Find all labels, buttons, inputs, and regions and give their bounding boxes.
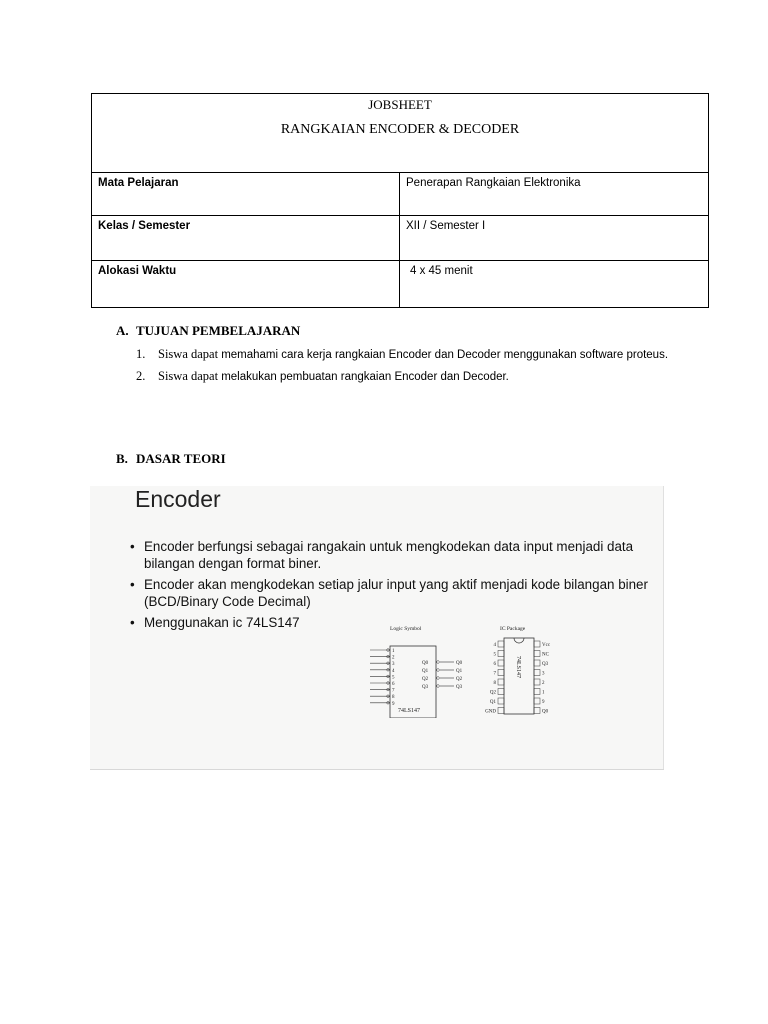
package-pin [534, 689, 540, 695]
section-b-title: DASAR TEORI [136, 451, 226, 466]
package-pin [534, 670, 540, 676]
package-pin [534, 708, 540, 714]
logic-output-label: Q1 [422, 669, 429, 674]
package-right-pin-label: 1 [542, 690, 545, 696]
list-item [136, 345, 696, 365]
list-item [136, 367, 696, 387]
logic-output-bubble [437, 685, 440, 688]
section-b-letter: B. [116, 451, 128, 466]
package-right-pin-label: 3 [542, 671, 545, 677]
section-a-letter: A. [116, 323, 129, 338]
logic-outputs [422, 661, 463, 690]
package-pin [498, 651, 504, 657]
package-pin [498, 660, 504, 666]
logic-chip-name: 74LS147 [398, 708, 421, 714]
logic-input-label: 8 [392, 695, 395, 701]
package-left-pin-label: 5 [493, 652, 496, 658]
logic-output-name: Q0 [456, 661, 463, 666]
section-a-title: TUJUAN PEMBELAJARAN [136, 323, 301, 338]
logic-output-label: Q3 [422, 685, 429, 690]
package-left-pin-label: 8 [493, 681, 496, 686]
package-pin [534, 660, 540, 666]
list-lead: Siswa dapat [158, 369, 222, 383]
list-text: melakukan pembuatan rangkaian Encoder dan Decoder. [221, 371, 509, 383]
package-right-pin-label: NC [542, 652, 549, 658]
title-cell [92, 94, 709, 173]
list-number: 1. [136, 347, 146, 361]
header-table [91, 93, 709, 308]
package-left-pin-label: Q2 [489, 690, 496, 696]
package-notch [514, 638, 524, 643]
list-text: memahami cara kerja rangkaian Encoder dan Decoder menggunakan software proteus. [221, 349, 669, 361]
logic-output-bubble [437, 677, 440, 680]
package-pin [498, 698, 504, 704]
logic-symbol-label: Logic Symbol [390, 626, 422, 632]
row-label-class: Kelas / Semester [92, 216, 400, 261]
package-left-pin-label: Q1 [489, 700, 496, 705]
package-right-pin-label: Q3 [542, 662, 549, 667]
package-left-pins [485, 641, 504, 715]
list-number: 2. [136, 369, 146, 383]
slide-bullets [130, 538, 650, 635]
logic-inputs [370, 649, 395, 707]
package-left-pin-label: 6 [493, 662, 496, 667]
list-lead: Siswa dapat [158, 347, 222, 361]
objectives-list [136, 345, 696, 387]
package-pin [498, 670, 504, 676]
ic-74ls147-diagram [352, 622, 552, 718]
logic-output-label: Q2 [422, 677, 429, 682]
package-pin [534, 698, 540, 704]
slide-title: Encoder [135, 486, 221, 512]
section-b-heading [116, 451, 226, 467]
logic-output-name: Q1 [456, 669, 463, 674]
row-value-time: 4 x 45 menit [400, 261, 709, 308]
package-right-pin-label: 2 [542, 681, 545, 686]
section-a-heading [116, 323, 300, 339]
package-left-pin-label: 7 [493, 671, 496, 677]
package-pin [534, 651, 540, 657]
slide-bullet: • Encoder berfungsi sebagai rangakain untuk mengkodekan data input menjadi data bilangan dengan format biner. [130, 538, 650, 572]
slide-bullet: • Encoder akan mengkodekan setiap jalur input yang aktif menjadi kode bilangan biner (BCD/Binary Code Decimal) [130, 576, 650, 610]
package-right-pin-label: 9 [542, 700, 545, 705]
logic-input-label: 3 [392, 662, 395, 668]
logic-input-label: 9 [392, 701, 395, 707]
package-left-pin-label: 4 [493, 643, 496, 648]
document-subtitle: RANGKAIAN ENCODER & DECODER [280, 122, 520, 137]
logic-input-label: 2 [392, 655, 395, 661]
slide-bullet: • Menggunakan ic 74LS147 [130, 614, 650, 631]
row-value-subject: Penerapan Rangkaian Elektronika [400, 173, 709, 216]
logic-input-label: 5 [392, 675, 395, 681]
package-right-pin-label: Q0 [542, 709, 549, 715]
document-title: JOBSHEET [368, 97, 432, 112]
logic-output-bubble [437, 669, 440, 672]
logic-input-label: 1 [392, 649, 395, 654]
logic-input-label: 6 [392, 682, 395, 687]
logic-output-name: Q3 [456, 685, 463, 690]
logic-output-label: Q0 [422, 661, 429, 666]
row-label-time: Alokasi Waktu [92, 261, 400, 308]
package-pin [534, 679, 540, 685]
logic-input-label: 4 [392, 668, 395, 674]
package-left-pin-label: GND [485, 709, 496, 715]
logic-input-label: 7 [392, 688, 395, 694]
row-label-subject: Mata Pelajaran [92, 173, 400, 216]
package-right-pins [534, 641, 551, 715]
package-pin [498, 679, 504, 685]
package-pin [498, 689, 504, 695]
row-value-class: XII / Semester I [400, 216, 709, 261]
package-right-pin-label: Vcc [542, 643, 551, 648]
package-pin [498, 641, 504, 647]
package-pin [534, 641, 540, 647]
package-label: IC Package [500, 626, 526, 632]
package-chip-name: 74LS147 [515, 656, 521, 679]
logic-output-bubble [437, 661, 440, 664]
logic-output-name: Q2 [456, 677, 463, 682]
encoder-slide-image [90, 486, 664, 770]
package-pin [498, 708, 504, 714]
